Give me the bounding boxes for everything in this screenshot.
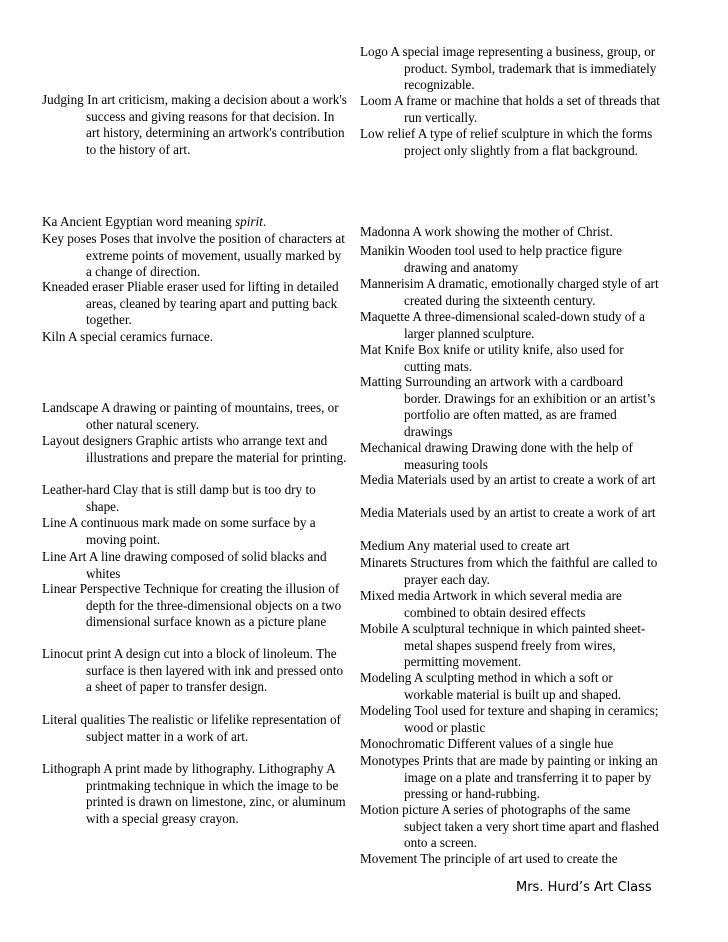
glossary-term: Kiln xyxy=(42,329,66,344)
glossary-entry xyxy=(42,433,348,466)
glossary-entry xyxy=(360,126,660,159)
glossary-entry xyxy=(42,761,348,827)
glossary-entry xyxy=(360,736,660,753)
glossary-term: Mat Knife xyxy=(360,342,415,357)
glossary-definition: The principle of art used to create the xyxy=(420,851,618,866)
page-footer: Mrs. Hurd’s Art Class xyxy=(516,880,652,895)
glossary-definition: Drawing done with the help of measuring tools xyxy=(404,440,633,472)
glossary-term: Manikin xyxy=(360,243,405,258)
glossary-term: Modeling xyxy=(360,670,412,685)
glossary-term: Mixed media xyxy=(360,588,430,603)
glossary-definition: Ancient Egyptian word meaning spirit. xyxy=(59,214,267,229)
glossary-entry xyxy=(360,670,660,703)
glossary-term: Ka xyxy=(42,214,58,229)
glossary-entry xyxy=(360,621,660,671)
glossary-entry xyxy=(360,93,660,126)
glossary-term: Minarets xyxy=(360,555,407,570)
glossary-definition: Technique for creating the illusion of depth for the three-dimensional objects on a two dimensional surface known as a picture plane xyxy=(86,581,342,629)
glossary-entry xyxy=(360,440,660,473)
glossary-definition: A frame or machine that holds a set of threads that run vertically. xyxy=(394,93,660,125)
glossary-entry xyxy=(360,224,660,241)
glossary-definition: A design cut into a block of linoleum. The surface is then layered with ink and pressed onto a sheet of paper to transfer design. xyxy=(86,646,344,694)
glossary-entry xyxy=(42,482,348,515)
glossary-entry xyxy=(360,374,660,440)
glossary-entry xyxy=(42,549,348,582)
glossary-definition: A work showing the mother of Christ. xyxy=(412,224,613,239)
glossary-term: Mechanical drawing xyxy=(360,440,469,455)
glossary-definition: Wooden tool used to help practice figure drawing and anatomy xyxy=(404,243,623,275)
glossary-term: Monochromatic xyxy=(360,736,445,751)
glossary-definition: Prints that are made by painting or inking an image on a plate and transferring it to paper by pressing or hand-rubbing. xyxy=(404,753,658,801)
glossary-term: Line xyxy=(42,515,67,530)
glossary-term: Leather-hard xyxy=(42,482,110,497)
glossary-entry xyxy=(360,243,660,276)
glossary-definition: Graphic artists who arrange text and illustrations and prepare the material for printing. xyxy=(86,433,347,465)
glossary-entry xyxy=(42,515,348,548)
glossary-term: Loom xyxy=(360,93,392,108)
glossary-definition: A three-dimensional scaled-down study of a larger planned sculpture. xyxy=(404,309,645,341)
glossary-entry xyxy=(42,400,348,433)
glossary-term: Movement xyxy=(360,851,418,866)
glossary-entry xyxy=(42,231,348,281)
glossary-term: Madonna xyxy=(360,224,410,239)
glossary-definition: Pliable eraser used for lifting in detailed areas, cleaned by tearing apart and putting back together. xyxy=(86,279,339,327)
glossary-definition: A dramatic, emotionally charged style of art created during the sixteenth century. xyxy=(404,276,659,308)
glossary-entry xyxy=(42,214,348,231)
glossary-definition: A continuous mark made on some surface by a moving point. xyxy=(68,515,316,547)
glossary-definition: Materials used by an artist to create a work of art xyxy=(397,505,656,520)
glossary-term: Line Art xyxy=(42,549,87,564)
glossary-definition: A print made by lithography. Lithography A printmaking technique in which the image to be printed is drawn on limestone, zinc, or aluminum with a special greasy crayon. xyxy=(86,761,346,826)
glossary-definition: A drawing or painting of mountains, trees, or other natural scenery. xyxy=(86,400,339,432)
glossary-definition: Surrounding an artwork with a cardboard border. Drawings for an exhibition or an artist’s portfolio are often matted, as are framed drawings xyxy=(404,374,656,439)
glossary-term: Mannerisim xyxy=(360,276,424,291)
glossary-entry xyxy=(42,92,348,158)
glossary-definition: A special ceramics furnace. xyxy=(68,329,214,344)
glossary-term: Matting xyxy=(360,374,402,389)
glossary-term: Monotypes xyxy=(360,753,420,768)
glossary-term: Lithograph xyxy=(42,761,101,776)
glossary-term: Literal qualities xyxy=(42,712,126,727)
glossary-definition: A special image representing a business, group, or product. Symbol, trademark that is immediately recognizable. xyxy=(390,44,657,92)
glossary-definition: A sculpting method in which a soft or workable material is built up and shaped. xyxy=(404,670,622,702)
glossary-entry xyxy=(360,44,660,94)
glossary-term: Linocut print xyxy=(42,646,112,661)
glossary-term: Key poses xyxy=(42,231,97,246)
glossary-entry xyxy=(360,703,660,736)
glossary-entry xyxy=(360,276,660,309)
glossary-term: Maquette xyxy=(360,309,410,324)
glossary-entry xyxy=(360,309,660,342)
glossary-entry xyxy=(42,712,348,745)
glossary-term: Linear Perspective xyxy=(42,581,141,596)
glossary-term: Landscape xyxy=(42,400,99,415)
glossary-definition: Poses that involve the position of characters at extreme points of movement, usually marked by a change of direction. xyxy=(86,231,345,279)
glossary-definition: Artwork in which several media are combined to obtain desired effects xyxy=(404,588,622,620)
glossary-entry xyxy=(360,851,660,868)
glossary-term: Low relief xyxy=(360,126,416,141)
glossary-definition: Materials used by an artist to create a work of art xyxy=(397,472,656,487)
glossary-term: Mobile xyxy=(360,621,399,636)
glossary-term: Layout designers xyxy=(42,433,133,448)
glossary-definition: used for texture and shaping in ceramics; wood or plastic xyxy=(404,703,659,735)
glossary-entry xyxy=(42,279,348,329)
glossary-definition: A sculptural technique in which painted sheet-metal shapes suspend freely from wires, permitting movement. xyxy=(400,621,646,669)
glossary-definition: Box knife or utility knife, also used for cutting mats. xyxy=(404,342,624,374)
glossary-term: Media xyxy=(360,472,394,487)
glossary-entry xyxy=(360,505,660,522)
glossary-definition: A type of relief sculpture in which the forms project only slightly from a flat background. xyxy=(404,126,653,158)
glossary-term: Logo xyxy=(360,44,388,59)
glossary-definition: Different values of a single hue xyxy=(447,736,614,751)
glossary-term: Motion picture xyxy=(360,802,439,817)
glossary-term: Judging xyxy=(42,92,84,107)
glossary-definition: In art criticism, making a decision about a work's success and giving reasons for that decision. In art history, determining an artwork's contribution to the history of art. xyxy=(86,92,347,157)
glossary-entry xyxy=(42,646,348,696)
glossary-entry xyxy=(360,588,660,621)
glossary-entry xyxy=(360,555,660,588)
glossary-definition: Clay that is still damp but is too dry to shape. xyxy=(86,482,316,514)
glossary-term: Modeling Tool xyxy=(360,703,439,718)
glossary-definition: The realistic or lifelike representation of subject matter in a work of art. xyxy=(86,712,341,744)
glossary-entry xyxy=(42,581,348,631)
glossary-entry xyxy=(360,753,660,803)
glossary-entry xyxy=(360,472,660,489)
glossary-entry xyxy=(360,342,660,375)
glossary-entry xyxy=(360,538,660,555)
glossary-definition: Any material used to create art xyxy=(407,538,570,553)
glossary-definition: A series of photographs of the same subject taken a very short time apart and flashed onto a screen. xyxy=(404,802,659,850)
glossary-term: Kneaded eraser xyxy=(42,279,124,294)
glossary-entry xyxy=(360,802,660,852)
glossary-term: Medium xyxy=(360,538,405,553)
glossary-definition: A line drawing composed of solid blacks and whites xyxy=(86,549,327,581)
glossary-definition: Structures from which the faithful are called to prayer each day. xyxy=(404,555,658,587)
glossary-entry xyxy=(42,329,348,346)
glossary-term: Media xyxy=(360,505,394,520)
